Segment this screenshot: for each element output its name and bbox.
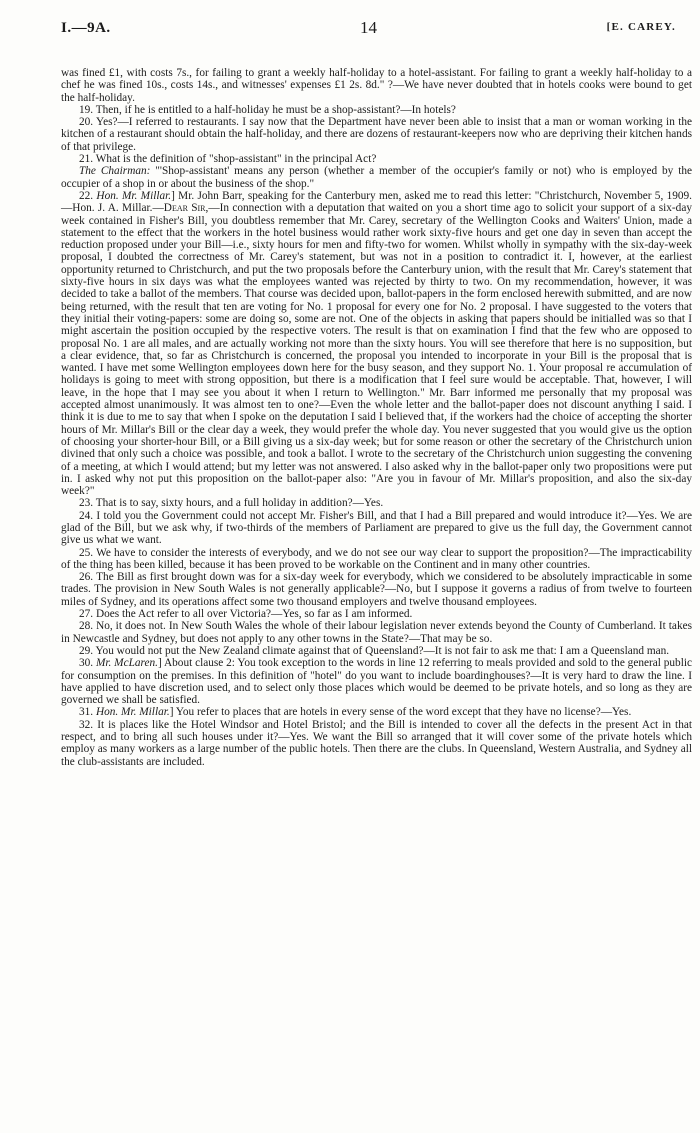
paragraph-q20: 20. Yes?—I referred to restaurants. I say now that the Department have never been able to insist that a man or woman working in the kitchen of a restaurant should obtain the half-holiday, and there are dozens of restaurant-keepers now who are depriving their kitchen hands of that privilege. — [61, 116, 692, 153]
paragraph-chairman: The Chairman: "'Shop-assistant' means any person (whether a member of the occupier's family or not) who is employed by the occupier of a shop in or about the business of the shop." — [61, 165, 693, 190]
speaker-label: The Chairman: — [79, 165, 151, 178]
paragraph-q21: 21. What is the definition of "shop-assistant" in the principal Act? — [79, 153, 377, 166]
paragraph-q30: 30. Mr. McLaren.] About clause 2: You took exception to the words in line 12 referring to meals provided and sold to the general public for consumption on the premises. In this definition of "hotel" do you want to include boardinghouses?—It is very hard to draw the line. I have applied to have discretion used, and to select only those places which would be deemed to be private hotels, and so long as they are governed we shall be satisfied. — [61, 657, 692, 707]
paragraph-q22: 22. Hon. Mr. Millar.] Mr. John Barr, speaking for the Canterbury men, asked me to read this letter: "Christchurch, November 5, 1909.—Hon. J. A. Millar.—Dear Sir,—In connection with a deputation that waited on you a short time ago to solicit your support of a six-day week contained in Fisher's Bill, you doubtless remember that Mr. Carey, secretary of the Wellington Cooks and Waiters' Union, made a statement to the effect that the workers in the hotel business would rather work sixty-five hours and get one day in seven than accept the reduction proposed under your Bill—i.e., sixty hours for men and fifty-two for women. Whilst wholly in sympathy with the six-day-week proposal, I doubted the correctness of Mr. Carey's statement, but was not in a position to contradict it. I, however, at the earliest opportunity returned to Christchurch, and put the two proposals before the Canterbury union, with the result that Mr. Carey's statement that sixty-five hours in six days was what the employees wanted was rejected by thirty to two. On my recommendation, however, it was decided to take a ballot of the members. That course was decided upon, ballot-papers in the form enclosed herewith submitted, and are now being returned, with the result that ten are voting for No. 1 proposal for every one for No. 2 proposal. I have suggested to the voters that they initial their voting-papers: some are doing so, some are not. One of the objects in asking that papers should be initialled was so that I might ascertain the position occupied by the respective voters. The result is that on examination I find that the few who are opposed to proposal No. 1 are all males, and are actually working not more than the sixty hours. You will see therefore that here is no supposition, but a clear evidence, that, so far as Christchurch is concerned, the proposal you intended to incorporate in your Bill is the proposal that is wanted. I have met some Wellington employees down here for the busy season, and they support No. 1. Your proposal re accumulation of holidays is going to meet with strong opposition, but there is a modification that I feel sure would be acceptable. That, however, I will leave, in the hope that I may see you about it when I return to Wellington." Mr. Barr informed me personally that my proposal was accepted almost unanimously. It was almost ten to one?—Even the whole letter and the ballot-paper does not discount anything I said. I think it is due to me to say that when I spoke on the deputation I said I believed that, if the workers had the choice of accepting the shorter hours of Mr. Millar's Bill or the clear day a week, they would prefer the whole day. You never suggested that you would give us the option of choosing your shorter-hour Bill, or a Bill giving us a six-day week; but for some reason or other the secretary of the Christchurch union divined that only such a choice was possible, and took a ballot. I wrote to the secretary of the Christchurch union suggesting the convening of a meeting, at which I would attend; but my letter was not answered. I also asked why in the ballot-paper only two propositions were put in. I asked why not put this proposition on the ballot-paper also: "Are you in favour of Mr. Millar's proposition, and also the six-day week?" — [61, 189, 692, 498]
document-body — [61, 67, 692, 768]
salutation: Dear Sir — [163, 202, 206, 215]
speaker-label: Hon. Mr. Millar. — [96, 189, 172, 202]
speaker-label: Hon. Mr. Millar. — [95, 706, 170, 719]
witness-name: [E. CAREY. — [606, 21, 676, 33]
paragraph-continuation: was fined £1, with costs 7s., for failing to grant a weekly half-holiday to a hotel-assistant. For failing to grant a weekly half-holiday to a chef he was fined 10s., costs 14s., and witnesses' expenses £1 2s. 8d." ?—We have never doubted that in hotels cooks were bound to get the half-holiday. — [61, 67, 692, 104]
paper-reference: I.—9A. — [61, 20, 111, 36]
paragraph-q28: 28. No, it does not. In New South Wales the whole of their labour legislation never extends beyond the County of Cumberland. It takes in Newcastle and Sydney, but does not apply to any other towns in the State?—That may be so. — [61, 620, 692, 645]
paragraph-q32: 32. It is places like the Hotel Windsor and Hotel Bristol; and the Bill is intended to cover all the defects in the present Act in that respect, and to bring all such houses under it?—Yes. We want the Bill so arranged that it will cover some of the private hotels which employ as many workers as a large number of the public hotels. Then there are the clubs. In Queensland, Western Australia, and Sydney all the club-assistants are included. — [61, 718, 692, 768]
paragraph-q26: 26. The Bill as first brought down was for a six-day week for everybody, which we considered to be absolutely impracticable in some trades. The provision in New South Wales is not generally applicable?—No, but I suppose it governs a radius of from twelve to fourteen miles of Sydney, and its operations affect some two thousand employers and twelve thousand employees. — [61, 571, 692, 608]
paragraph-q23: 23. That is to say, sixty hours, and a full holiday in addition?—Yes. — [79, 497, 384, 510]
paragraph-q27: 27. Does the Act refer to all over Victoria?—Yes, so far as I am informed. — [79, 608, 413, 621]
paragraph-q31: 31. Hon. Mr. Millar.] You refer to places that are hotels in every sense of the word except that they have no license?—Yes. — [79, 706, 632, 719]
page-header — [61, 20, 676, 44]
paragraph-q19: 19. Then, if he is entitled to a half-holiday he must be a shop-assistant?—In hotels? — [79, 103, 456, 116]
paragraph-q24: 24. I told you the Government could not accept Mr. Fisher's Bill, and that I had a Bill prepared and would introduce it?—Yes. We are glad of the Bill, but we ask why, if two-thirds of the members of Parliament are prepared to give us the full day, the Government cannot give us what we want. — [61, 509, 692, 547]
speaker-label: Mr. McLaren. — [95, 657, 159, 670]
page-number: 14 — [360, 18, 377, 37]
paragraph-q25: 25. We have to consider the interests of everybody, and we do not see our way clear to support the proposition?—The impracticability of the thing has been killed, because it has been proved to be workable on the Continent and in many other countries. — [61, 546, 692, 571]
paragraph-q29: 29. You would not put the New Zealand climate against that of Queensland?—It is not fair to ask me that: I am a Queensland man. — [79, 644, 670, 657]
